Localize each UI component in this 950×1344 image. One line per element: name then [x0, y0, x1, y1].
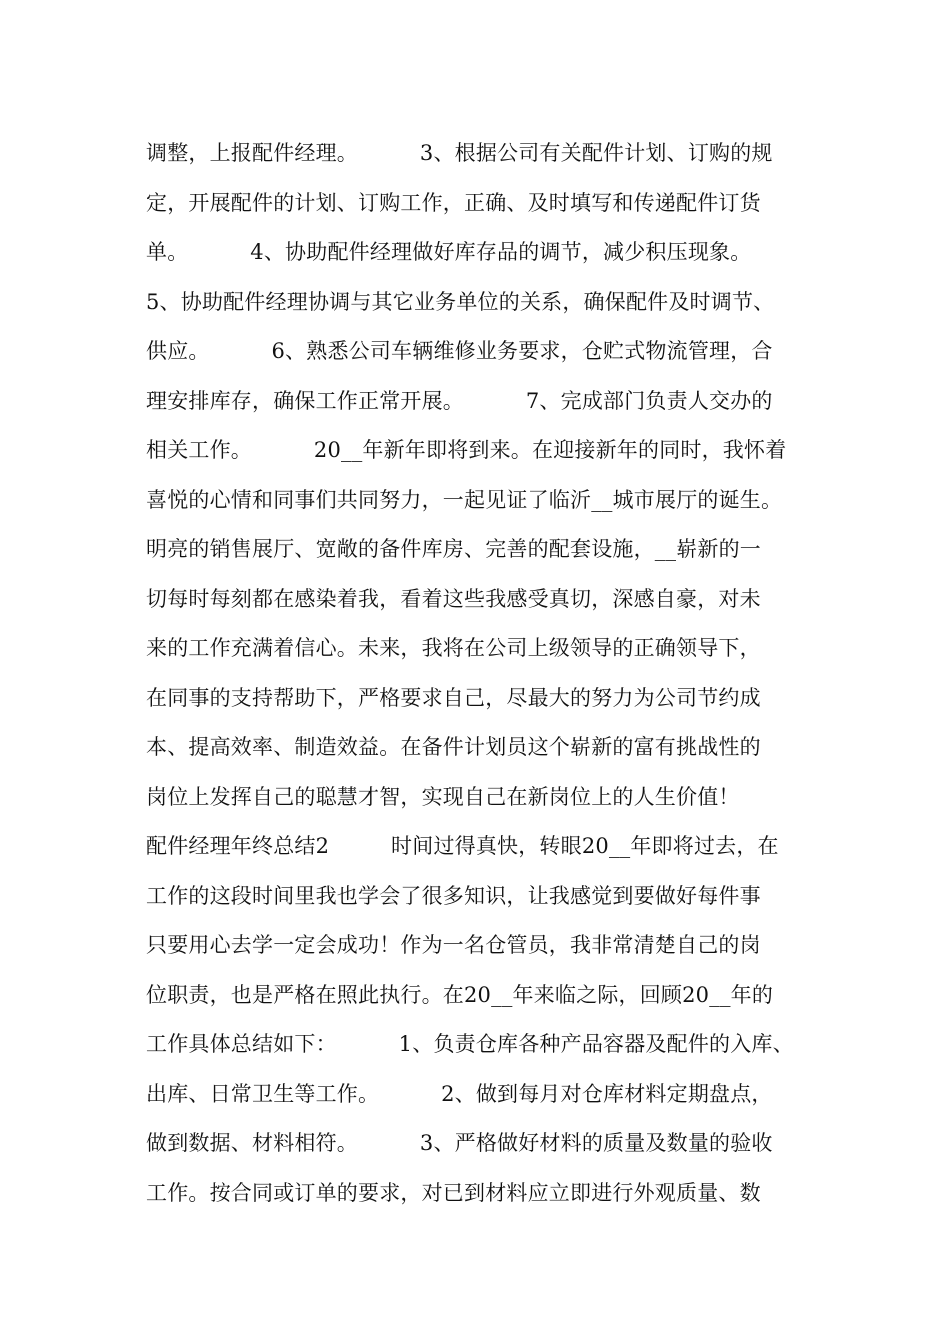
text-line: 工作的这段时间里我也学会了很多知识，让我感觉到要做好每件事 — [146, 883, 761, 908]
text-line: 在同事的支持帮助下，严格要求自己，尽最大的努力为公司节约成 — [146, 685, 761, 710]
text-line: 单。 4、协助配件经理做好库存品的调节，减少积压现象。 — [146, 240, 752, 264]
text-line: 工作具体总结如下： 1、负责仓库各种产品容器及配件的入库、 — [146, 1032, 794, 1056]
text-line: 出库、日常卫生等工作。 2、做到每月对仓库材料定期盘点， — [146, 1081, 773, 1106]
body-text — [146, 133, 846, 1222]
text-line: 明亮的销售展厅、宽敞的备件库房、完善的配套设施，__崭新的一 — [146, 537, 761, 561]
text-line: 本、提高效率、制造效益。在备件计划员这个崭新的富有挑战性的 — [146, 735, 761, 759]
text-line: 只要用心去学一定会成功！作为一名仓管员，我非常清楚自己的岗 — [146, 933, 761, 957]
text-line: 定，开展配件的计划、订购工作，正确、及时填写和传递配件订货 — [146, 190, 761, 215]
text-line: 做到数据、材料相符。 3、严格做好材料的质量及数量的验收 — [146, 1131, 773, 1155]
text-line: 供应。 6、熟悉公司车辆维修业务要求，仓贮式物流管理，合 — [146, 339, 773, 363]
text-line: 喜悦的心情和同事们共同努力，一起见证了临沂__城市展厅的诞生。 — [146, 487, 783, 512]
text-line: 来的工作充满着信心。未来，我将在公司上级领导的正确领导下， — [146, 636, 761, 660]
text-line: 工作。按合同或订单的要求，对已到材料应立即进行外观质量、数 — [146, 1180, 761, 1205]
section-heading-line: 配件经理年终总结2 时间过得真快，转眼20__年即将过去，在 — [146, 834, 779, 858]
text-line: 5、协助配件经理协调与其它业务单位的关系，确保配件及时调节、 — [146, 289, 775, 314]
text-line: 位职责，也是严格在照此执行。在20__年来临之际，回顾20__年的 — [146, 982, 774, 1007]
text-line: 理安排库存，确保工作正常开展。 7、完成部门负责人交办的 — [146, 388, 773, 413]
text-line: 岗位上发挥自己的聪慧才智，实现自己在新岗位上的人生价值！ — [146, 784, 740, 809]
text-line: 调整，上报配件经理。 3、根据公司有关配件计划、订购的规 — [146, 141, 773, 165]
text-line: 切每时每刻都在感染着我，看着这些我感受真切，深感自豪，对未 — [146, 586, 761, 611]
text-line: 相关工作。 20__年新年即将到来。在迎接新年的同时，我怀着 — [146, 438, 787, 462]
